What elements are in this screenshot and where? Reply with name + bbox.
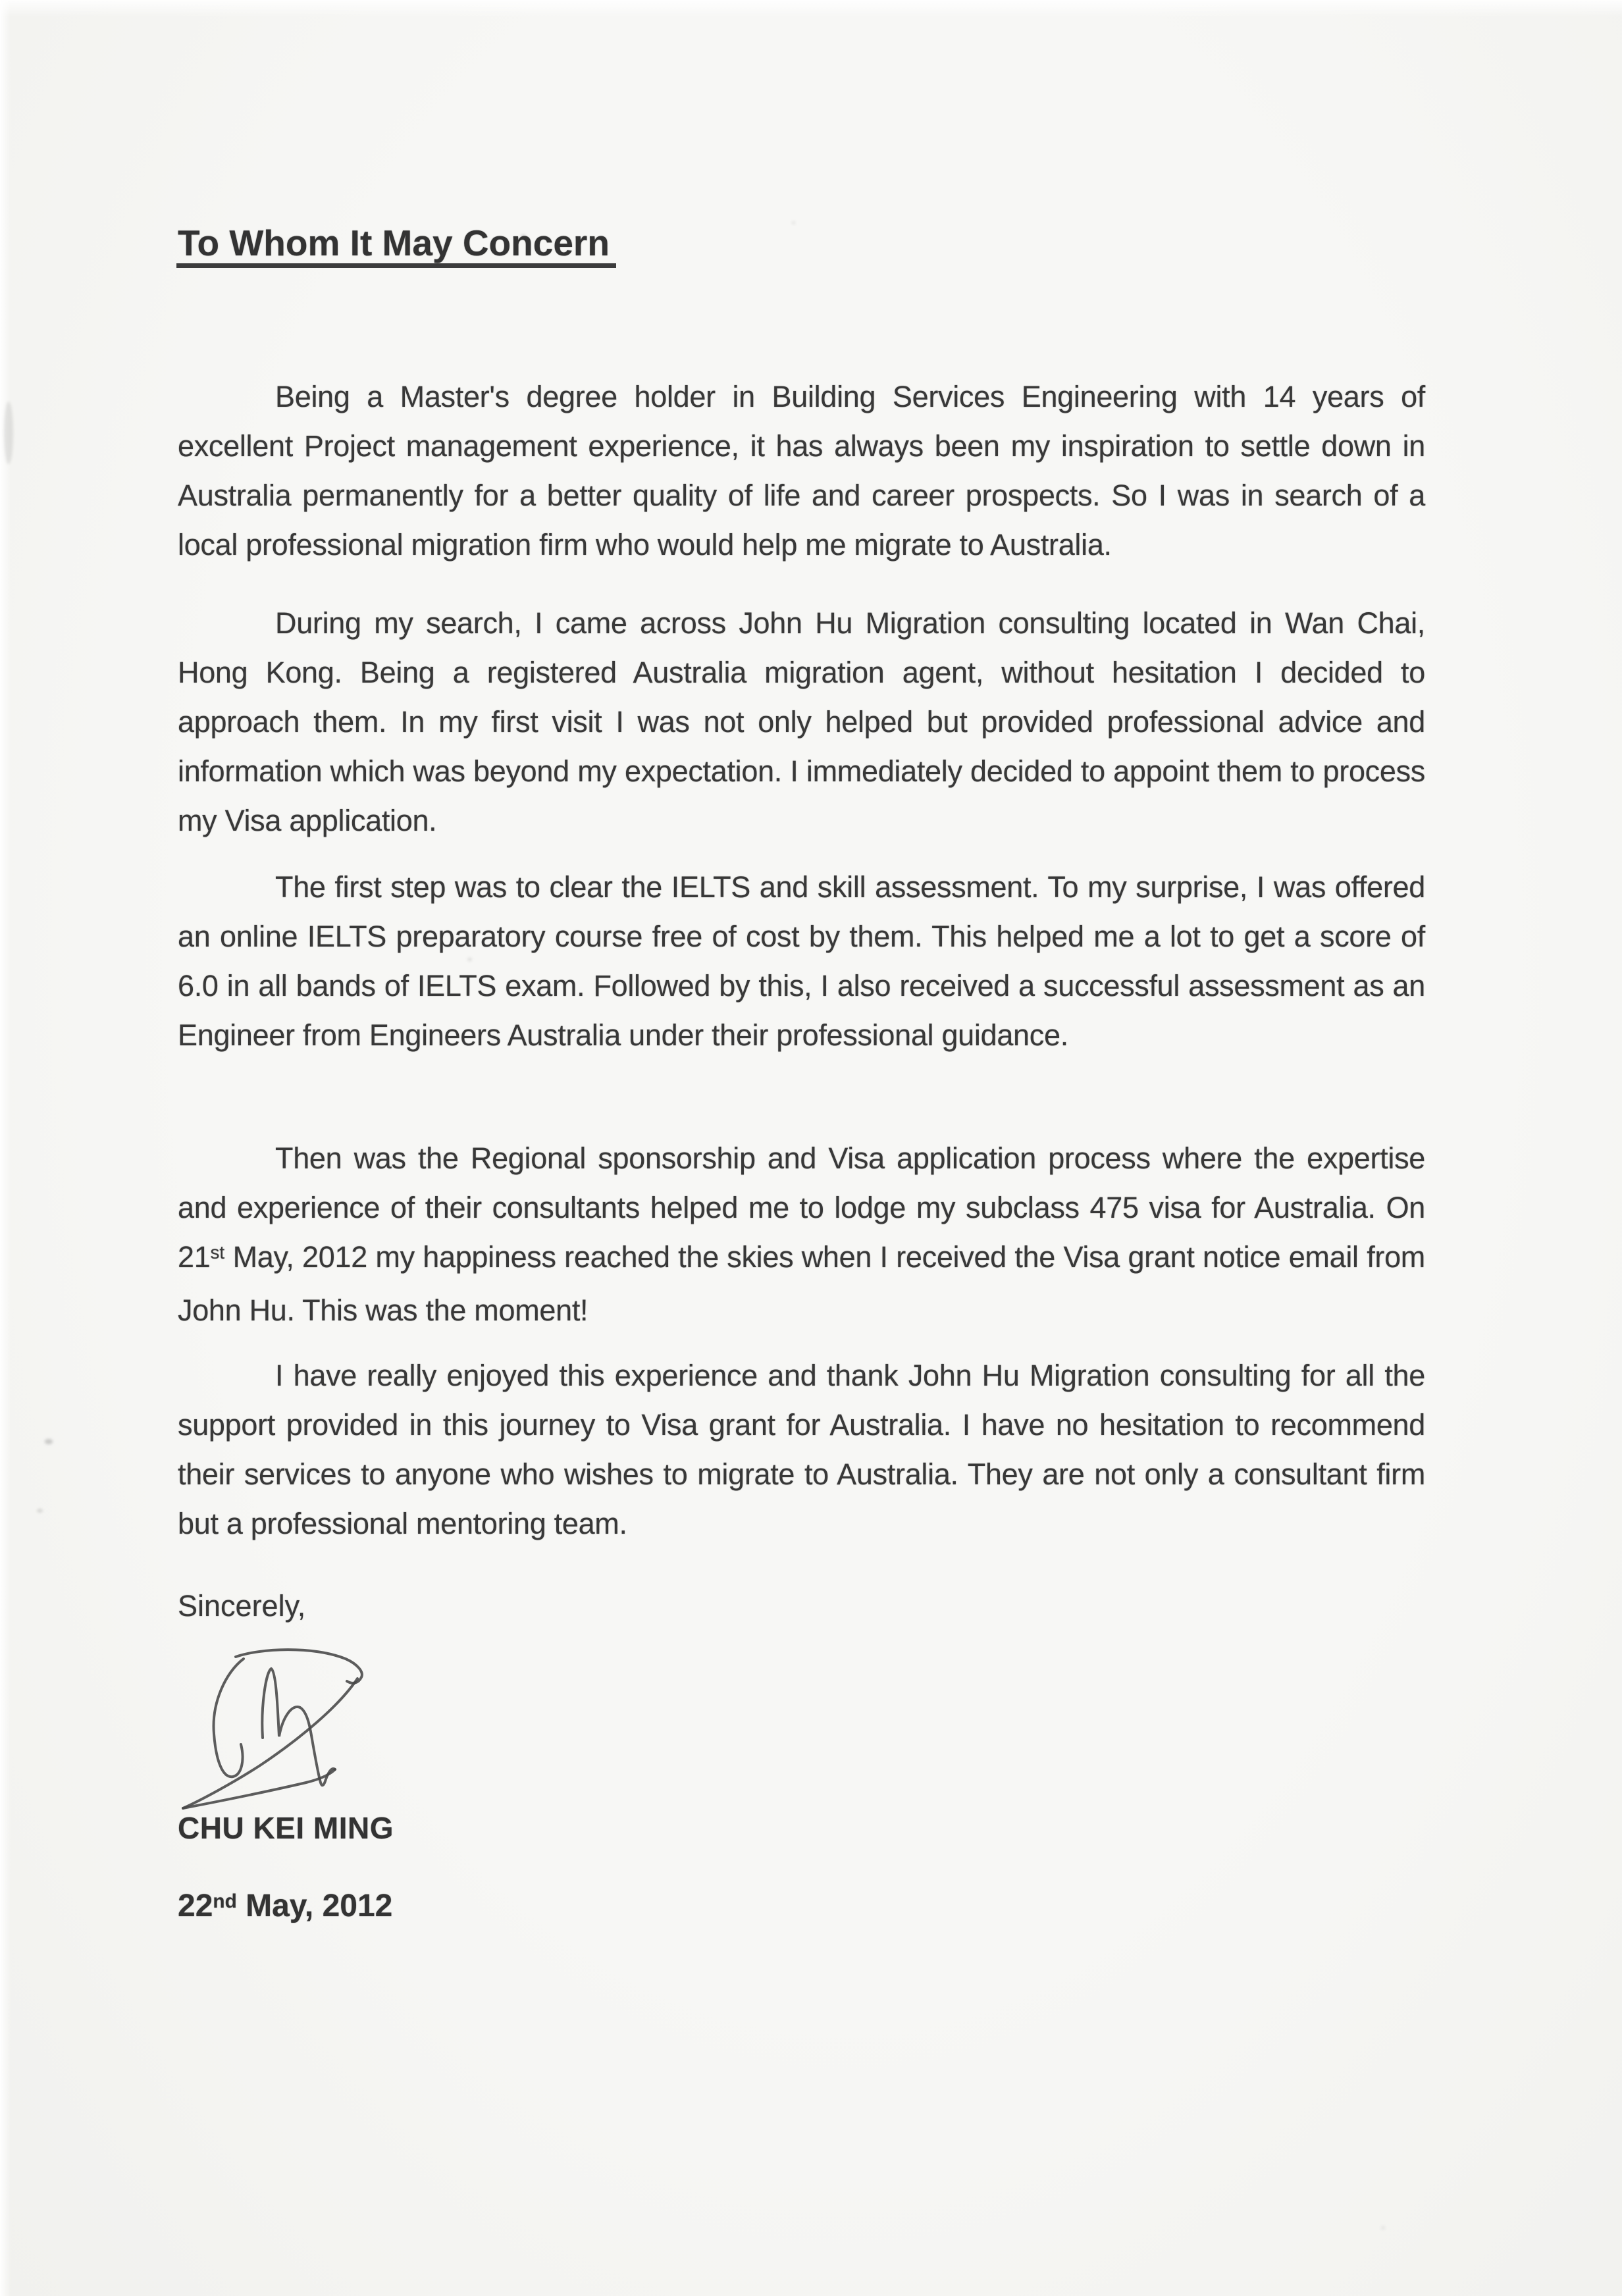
letter-paragraph	[178, 862, 1425, 1060]
handwritten-signature	[181, 1647, 365, 1812]
letter-paragraph	[178, 372, 1425, 569]
superscript-text: nd	[213, 1890, 237, 1912]
text-run: 22	[178, 1889, 213, 1923]
text-run: May, 2012	[236, 1889, 393, 1923]
text-run: Being a Master's degree holder in Building Services Engineering with 14 years of excellent Project management experience, it has always been my inspiration to settle down in Australia permanently for a better quality of life and career prospects. So I was in search of a local professional migration firm who would help me migrate to Australia.	[178, 380, 1425, 561]
text-run: I have really enjoyed this experience and thank John Hu Migration consulting for all the support provided in this journey to Visa grant for Australia. I have no hesitation to recommend their services to anyone who wishes to migrate to Australia. They are not only a consultant firm but a professional mentoring team.	[178, 1359, 1425, 1540]
text-run: The first step was to clear the IELTS and skill assessment. To my surprise, I was offered an online IELTS preparatory course free of cost by them. This helped me a lot to get a score of 6.0 in all bands of IELTS exam. Followed by this, I also received a successful assessment as an Engineer from Engineers Australia under their professional guidance.	[178, 870, 1425, 1052]
scan-artifact	[4, 402, 13, 464]
signatory-name: CHU KEI MING	[178, 1811, 394, 1845]
scan-artifact	[792, 221, 795, 224]
signature-strokes	[181, 1647, 365, 1812]
scan-artifact	[45, 1439, 53, 1444]
scan-artifact	[1381, 2226, 1385, 2230]
letter-paragraph	[178, 598, 1425, 845]
letter-paragraph	[178, 1351, 1425, 1548]
text-run: During my search, I came across John Hu Migration consulting located in Wan Chai, Hong Kong. Being a registered Australia migration agent, without hesitation I decided to approach them. In my first visit I was not only helped but provided professional advice and information which was beyond my expectation. I immediately decided to appoint them to process my Visa application.	[178, 606, 1425, 837]
letter-paragraph	[178, 1134, 1425, 1335]
scan-artifact	[37, 1509, 43, 1513]
closing-salutation: Sincerely,	[178, 1589, 306, 1623]
text-run: May, 2012 my happiness reached the skies when I received the Visa grant notice email from John Hu. This was the moment!	[178, 1240, 1425, 1327]
letter-title: To Whom It May Concern	[178, 225, 616, 268]
superscript-text: st	[210, 1242, 225, 1263]
text-run: Then was the Regional sponsorship and Visa application process where the expertise and experience of their consultants helped me to lodge my subclass 475 visa for Australia. On 21	[178, 1141, 1425, 1274]
letter-date	[178, 1881, 392, 1935]
